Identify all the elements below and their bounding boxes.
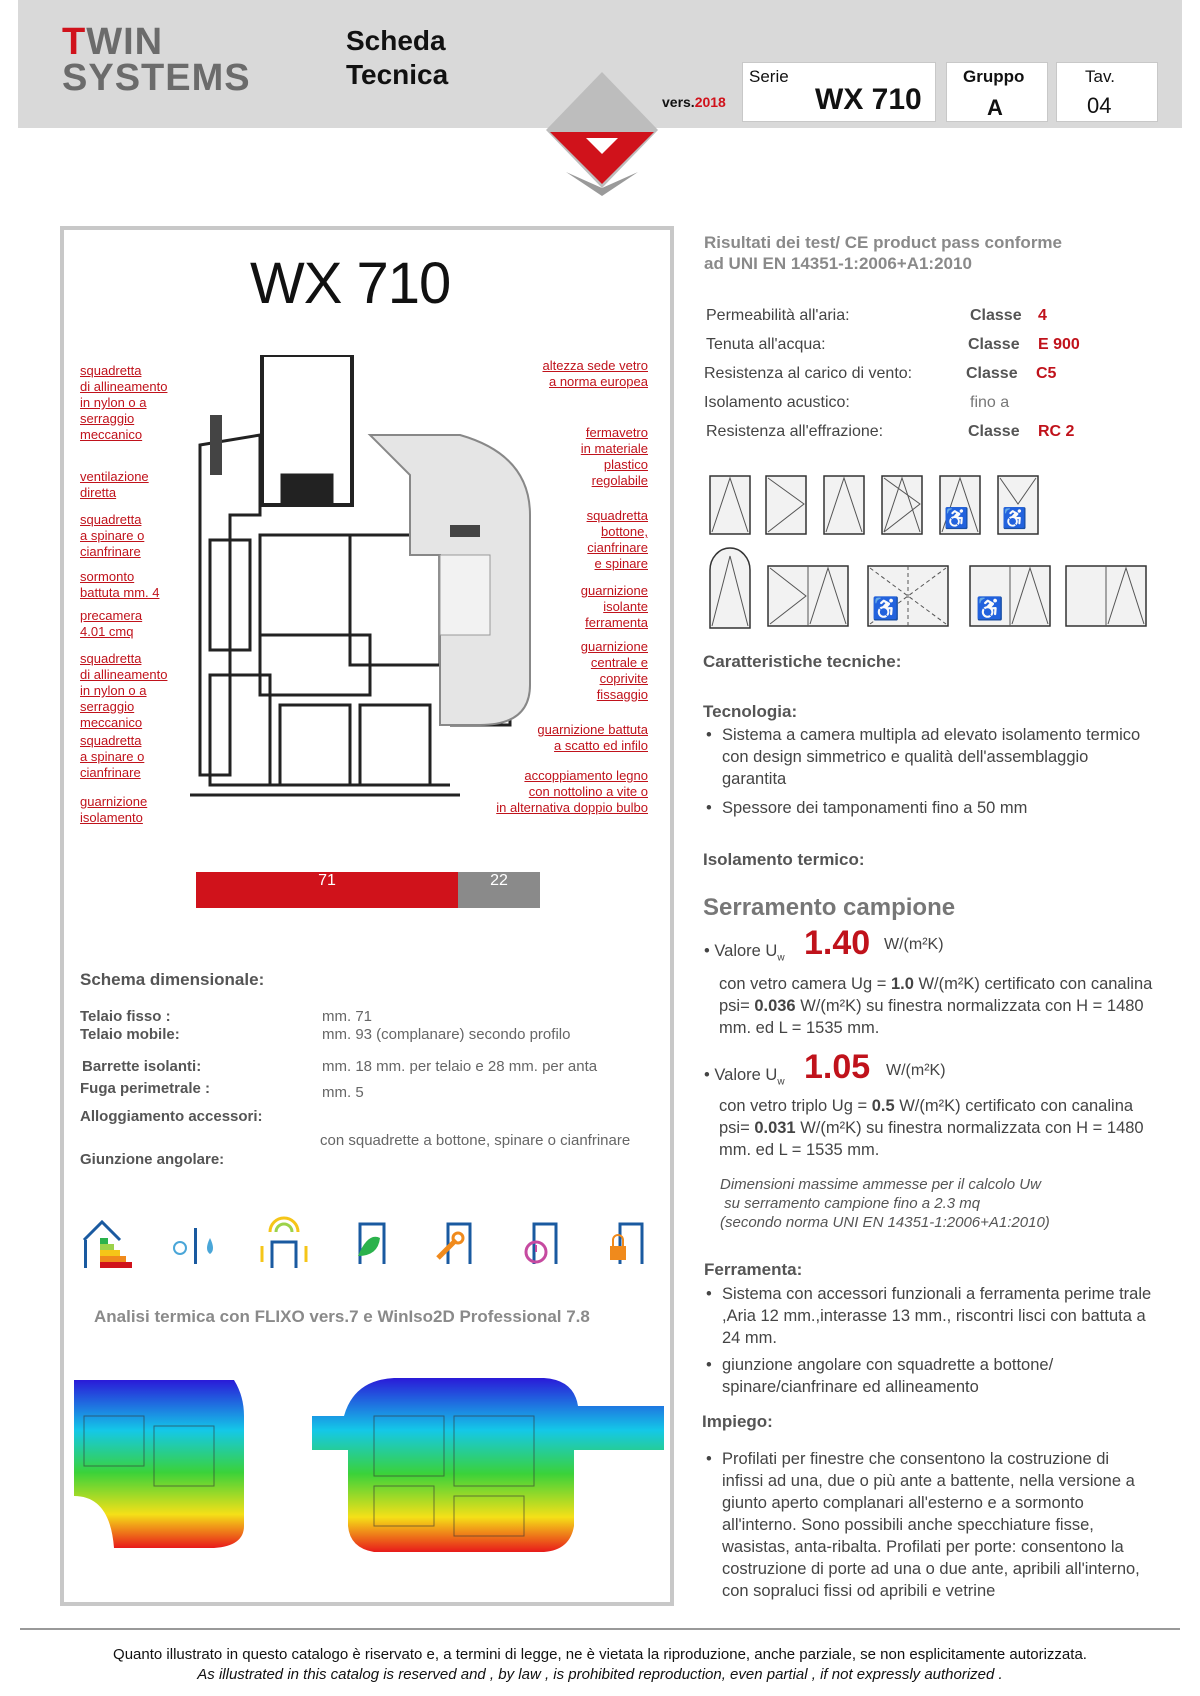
test-row-3-value: C5: [1036, 365, 1057, 382]
leaf-eco-icon: [350, 1218, 394, 1268]
impiego-bullet-1: • Profilati per finestre che consentono la costruzione di infissi ad una, due o più ante a battente, nella versione a giunto aperto complanari all'esterno e a sormonto all'interno. Sono possibili anche specchiature fisse, wasistas, anta-ribalta. Profilati per porte: consentono la costruzione di porte ad una o due ante, apribili all'interno, con sopraluci fissi od apribili e vetrine: [706, 1450, 1140, 1600]
annotation-right-4: guarnizione isolante ferramenta: [580, 583, 648, 630]
serramento-title: Serramento campione: [703, 894, 956, 921]
test-row-2-label: Tenuta all'acqua:: [706, 336, 826, 353]
test-row-2-value: E 900: [1038, 336, 1080, 353]
test-row-1-label: Permeabilità all'aria:: [706, 307, 850, 324]
brand-logo: TWIN SYSTEMS: [62, 21, 251, 99]
test-row-4-label: Isolamento acustico:: [704, 394, 850, 411]
schema-title: Schema dimensionale:: [80, 970, 265, 989]
ferramenta-title: Ferramenta:: [704, 1260, 803, 1279]
annotation-left-2: ventilazione diretta: [80, 469, 149, 500]
wrench-tool-icon: [432, 1218, 476, 1268]
test-row-2-class: Classe: [968, 336, 1020, 353]
dimension-label-71: 71: [318, 872, 336, 889]
tecnologia-title: Tecnologia:: [703, 702, 798, 721]
valore-u1-description: con vetro camera Ug = 1.0 W/(m²K) certificato con canalina psi= 0.036 W/(m²K) su finestra normalizzata con H = 1480 mm. ed L = 1535 mm.: [719, 975, 1153, 1037]
annotation-left-7: squadretta a spinare o cianfrinare: [80, 733, 145, 780]
annotation-left-6: squadretta di allineamento in nylon o a serraggio meccanico: [80, 651, 168, 730]
test-row-3-class: Classe: [966, 365, 1018, 382]
valore-u2-description: con vetro triplo Ug = 0.5 W/(m²K) certificato con canalina psi= 0.031 W/(m²K) su finestra normalizzata con H = 1480 mm. ed L = 1535 mm.: [719, 1097, 1144, 1159]
ferramenta-bullet-1: • Sistema con accessori funzionali a ferramenta perime trale ,Aria 12 mm.,interasse 13 mm., riscontri lisci con battuta a 24 mm.: [706, 1285, 1152, 1347]
tav-box: Tav. 04: [1056, 62, 1158, 122]
accessibility-icon-1: ♿: [944, 508, 969, 530]
giunzione-label: Giunzione angolare:: [80, 1151, 225, 1168]
valore-u2-label: • Valore $U_w$: [704, 1066, 785, 1088]
barrette-label: Barrette isolanti:: [82, 1058, 202, 1075]
caratteristiche-title: Caratteristiche tecniche:: [703, 652, 902, 671]
test-row-1-class: Classe: [970, 307, 1022, 324]
test-row-1-value: 4: [1038, 307, 1047, 324]
accessibility-icon-3: ♿: [872, 596, 900, 621]
dimension-label-22: 22: [490, 872, 508, 889]
test-row-3-label: Resistenza al carico di vento:: [704, 365, 913, 382]
gruppo-box: Gruppo A: [946, 62, 1048, 122]
telaio-mobile-value: mm. 93 (complanare) secondo profilo: [322, 1026, 571, 1043]
annotation-right-6: guarnizione battuta a scatto ed infilo: [537, 722, 648, 753]
barrette-value: mm. 18 mm. per telaio e 28 mm. per anta: [322, 1058, 598, 1075]
window-types-row-2: [708, 546, 1150, 630]
annotation-left-8: guarnizione isolamento: [80, 794, 148, 825]
annotation-left-3: squadretta a spinare o cianfrinare: [80, 512, 145, 559]
impiego-title: Impiego:: [702, 1412, 773, 1431]
annotation-right-7: accoppiamento legno con nottolino a vite o in alternativa doppio bulbo: [496, 768, 648, 815]
serie-box: Serie WX 710: [742, 62, 936, 122]
accessibility-icon-4: ♿: [976, 596, 1004, 621]
annotation-right-3: squadretta bottone, cianfrinare e spinare: [586, 508, 648, 571]
test-row-5-class: Classe: [968, 423, 1020, 440]
stopwatch-icon: [518, 1218, 562, 1268]
telaio-fisso-value: mm. 71: [322, 1008, 373, 1025]
drawing-title: WX 710: [250, 251, 451, 316]
annotation-left-4: sormonto battuta mm. 4: [80, 569, 160, 600]
tests-title: Risultati dei test/ CE product pass conforme ad UNI EN 14351-1:2006+A1:2010: [704, 233, 1063, 273]
security-lock-icon: [604, 1218, 648, 1268]
isolamento-title: Isolamento termico:: [703, 850, 865, 869]
ferramenta-bullet-2: • giunzione angolare con squadrette a bottone/ spinare/cianfrinare ed allineamento: [706, 1356, 1054, 1396]
valore-u1-label: • Valore $U_w$: [704, 942, 785, 964]
valore-u2-value: 1.05: [804, 1048, 871, 1086]
footer-divider: [20, 1628, 1180, 1630]
accessibility-icon-2: ♿: [1002, 508, 1027, 530]
sound-icon: [256, 1212, 312, 1270]
valore-u1-unit: W/(m²K): [884, 936, 944, 953]
annotation-left-5: precamera 4.01 cmq: [80, 608, 143, 639]
giunzione-value: con squadrette a bottone, spinare o cianfrinare: [320, 1132, 631, 1149]
energy-house-icon: [80, 1218, 136, 1268]
analysis-title: Analisi termica con FLIXO vers.7 e WinIso2D Professional 7.8: [94, 1307, 590, 1326]
diamond-logo-icon: [546, 72, 658, 196]
annotation-right-5: guarnizione centrale e coprivite fissaggio: [580, 639, 648, 702]
thermal-analysis-image: [74, 1376, 664, 1554]
telaio-mobile-label: Telaio mobile:: [80, 1026, 180, 1043]
water-drop-icon: [170, 1222, 226, 1266]
valore-u2-unit: W/(m²K): [886, 1062, 946, 1079]
fuga-value: mm. 5: [322, 1084, 364, 1101]
annotation-right-2: fermavetro in materiale plastico regolabile: [580, 425, 648, 488]
valore-u1-value: 1.40: [804, 924, 871, 962]
footer-notice-en: As illustrated in this catalog is reserved and , by law , is prohibited reproduction, even partial , if not expressly authorized .: [197, 1666, 1003, 1683]
telaio-fisso-label: Telaio fisso :: [80, 1008, 171, 1025]
test-row-4-class: fino a: [970, 394, 1010, 411]
document-type: Scheda Tecnica: [346, 25, 449, 90]
footer-notice-it: Quanto illustrato in questo catalogo è riservato e, a termini di legge, ne è vietata la riproduzione, anche parziale, se non esplicitamente autorizzata.: [113, 1646, 1087, 1663]
tecnologia-bullet-1: • Sistema a camera multipla ad elevato isolamento termico con design simmetrico e qualità dell'assemblaggio garantita: [706, 726, 1141, 788]
version-label: vers.2018: [662, 94, 726, 110]
annotation-right-1: altezza sede vetro a norma europea: [542, 358, 648, 389]
calc-note: Dimensioni massime ammesse per il calcolo Uw su serramento campione fino a 2.3 mq (secondo norma UNI EN 14351-1:2006+A1:2010): [720, 1176, 1050, 1231]
annotation-left-1: squadretta di allineamento in nylon o a serraggio meccanico: [80, 363, 168, 442]
test-row-5-label: Resistenza all'effrazione:: [706, 423, 884, 440]
tecnologia-bullet-2: • Spessore dei tamponamenti fino a 50 mm: [706, 799, 1028, 817]
test-row-5-value: RC 2: [1038, 423, 1075, 440]
fuga-label: Fuga perimetrale :: [80, 1080, 211, 1097]
alloggiamento-label: Alloggiamento accessori:: [80, 1108, 263, 1125]
